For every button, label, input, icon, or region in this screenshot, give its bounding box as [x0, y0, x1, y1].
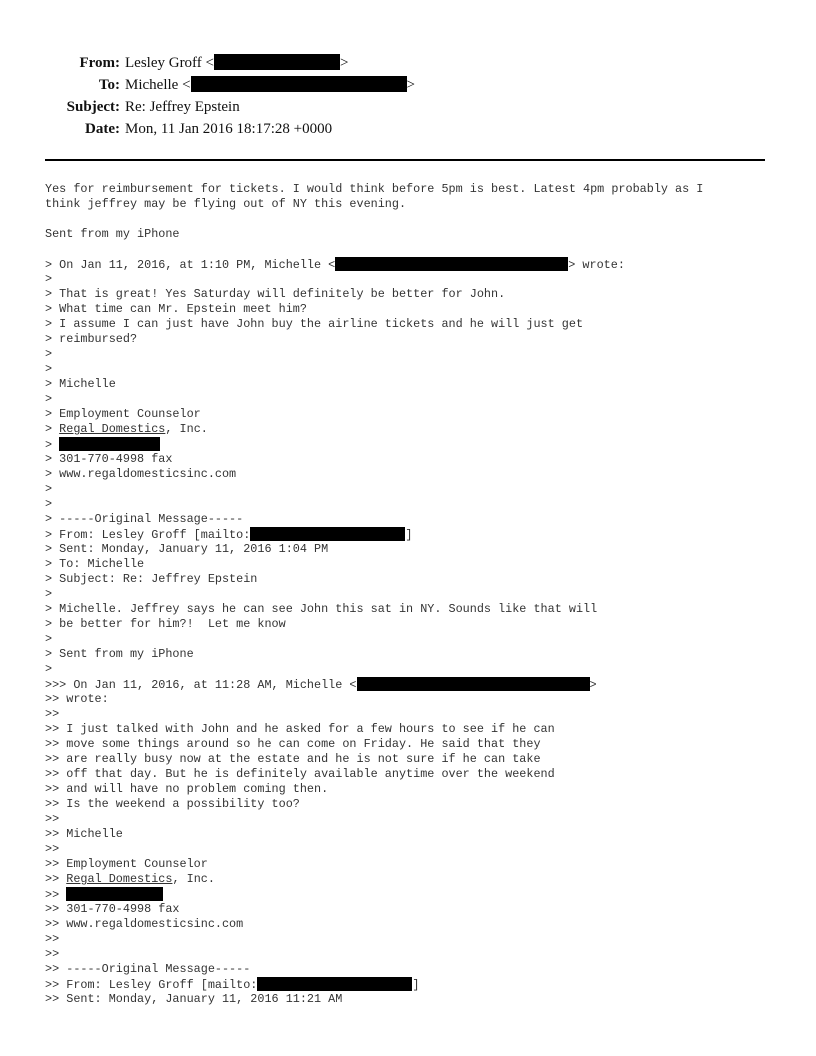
quote-line: >> move some things around so he can come on Friday. He said that they — [45, 737, 541, 751]
quote-text: ] — [405, 528, 413, 542]
quote-line: > What time can Mr. Epstein meet him? — [45, 302, 307, 316]
quote-line: > — [45, 662, 53, 676]
quote-line: >> off that day. But he is definitely available anytime over the weekend — [45, 767, 555, 781]
quote-line: > Sent: Monday, January 11, 2016 1:04 PM — [45, 542, 329, 556]
from-close: > — [340, 55, 349, 71]
quote-line: > -----Original Message----- — [45, 512, 244, 526]
quote-line: > — [45, 362, 53, 376]
quote-line: > 301-770-4998 fax — [45, 452, 173, 466]
quote-line: > reimbursed? — [45, 332, 138, 346]
quote-line: > Sent from my iPhone — [45, 647, 194, 661]
quote-text: > From: Lesley Groff [mailto: — [45, 528, 251, 542]
quote-header-text: >>> On Jan 11, 2016, at 11:28 AM, Michelle < — [45, 678, 357, 692]
quote-prefix: > — [45, 438, 60, 452]
to-value — [125, 74, 415, 96]
quote-line: >> are really busy now at the estate and he is not sure if he can take — [45, 752, 541, 766]
from-label: From: — [79, 55, 120, 71]
redaction-block — [214, 54, 340, 70]
quote-line — [45, 422, 785, 437]
quote-header-text: > On Jan 11, 2016, at 1:10 PM, Michelle < — [45, 258, 336, 272]
to-label: To: — [98, 77, 120, 93]
quote-line: > — [45, 347, 53, 361]
body-line — [45, 212, 785, 227]
quote-line: > Employment Counselor — [45, 407, 201, 421]
subject-value: Re: Jeffrey Epstein — [125, 99, 240, 115]
redaction-block — [257, 977, 412, 991]
quote-line: >> www.regaldomesticsinc.com — [45, 917, 244, 931]
subject-row — [0, 96, 816, 118]
quote-line: > be better for him?! Let me know — [45, 617, 286, 631]
date-row — [0, 118, 816, 140]
quote-line: > That is great! Yes Saturday will definitely be better for John. — [45, 287, 506, 301]
redaction-block — [191, 76, 407, 92]
quote-header-text: > wrote: — [568, 258, 625, 272]
body-line: Yes for reimbursement for tickets. I would think before 5pm is best. Latest 4pm probably as I — [45, 182, 704, 196]
message-body — [45, 182, 785, 1007]
body-line — [45, 242, 785, 257]
quote-line — [45, 527, 785, 542]
quote-line: >> wrote: — [45, 692, 109, 706]
quote-line: >> 301-770-4998 fax — [45, 902, 180, 916]
date-label: Date: — [85, 121, 120, 137]
redaction-block — [335, 257, 568, 271]
company-suffix: , Inc. — [165, 422, 208, 436]
quote-line: >> Sent: Monday, January 11, 2016 11:21 AM — [45, 992, 343, 1006]
to-recipient: Michelle < — [125, 77, 191, 93]
quote-line: > To: Michelle — [45, 557, 145, 571]
quote-header-line — [45, 677, 785, 692]
quote-line: > — [45, 632, 53, 646]
quote-line: >> -----Original Message----- — [45, 962, 251, 976]
header-divider — [45, 159, 765, 161]
redaction-block — [357, 677, 590, 691]
quote-line — [45, 872, 785, 887]
quote-line: >> — [45, 932, 60, 946]
quote-text: >> From: Lesley Groff [mailto: — [45, 978, 258, 992]
quote-line: > — [45, 587, 53, 601]
quote-line: >> — [45, 947, 60, 961]
quote-line: >> — [45, 812, 60, 826]
quote-line: >> and will have no problem coming then. — [45, 782, 329, 796]
quote-line — [45, 887, 785, 902]
redaction-block — [66, 887, 163, 901]
from-row — [0, 52, 816, 74]
quote-header-line — [45, 257, 785, 272]
to-close: > — [406, 77, 415, 93]
quote-line: > — [45, 482, 53, 496]
quote-prefix: > — [45, 422, 60, 436]
company-suffix: , Inc. — [172, 872, 215, 886]
company-name: Regal Domestics — [59, 422, 166, 436]
quote-line — [45, 437, 785, 452]
quote-text: ] — [412, 978, 420, 992]
from-sender: Lesley Groff < — [125, 55, 214, 71]
quote-line: > — [45, 272, 53, 286]
quote-line: >> Michelle — [45, 827, 123, 841]
quote-prefix: >> — [45, 872, 67, 886]
quote-line: > Michelle — [45, 377, 116, 391]
to-row — [0, 74, 816, 96]
quote-line: > I assume I can just have John buy the airline tickets and he will just get — [45, 317, 584, 331]
redaction-block — [250, 527, 405, 541]
quote-line: >> — [45, 842, 60, 856]
date-value: Mon, 11 Jan 2016 18:17:28 +0000 — [125, 121, 333, 137]
signature-line: Sent from my iPhone — [45, 227, 180, 241]
quote-line: >> — [45, 707, 60, 721]
redaction-block — [59, 437, 160, 451]
subject-label: Subject: — [66, 99, 120, 115]
quote-line: > Subject: Re: Jeffrey Epstein — [45, 572, 258, 586]
quote-line: > Michelle. Jeffrey says he can see John this sat in NY. Sounds like that will — [45, 602, 598, 616]
quote-line: >> Employment Counselor — [45, 857, 208, 871]
body-line: think jeffrey may be flying out of NY this evening. — [45, 197, 407, 211]
quote-line: > — [45, 392, 53, 406]
quote-prefix: >> — [45, 888, 67, 902]
quote-line: >> I just talked with John and he asked for a few hours to see if he can — [45, 722, 555, 736]
quote-line: > www.regaldomesticsinc.com — [45, 467, 237, 481]
company-name: Regal Domestics — [66, 872, 173, 886]
quote-line: >> Is the weekend a possibility too? — [45, 797, 300, 811]
quote-line: > — [45, 497, 53, 511]
quote-line — [45, 977, 785, 992]
from-value — [125, 52, 348, 74]
quote-header-text: > — [589, 678, 597, 692]
